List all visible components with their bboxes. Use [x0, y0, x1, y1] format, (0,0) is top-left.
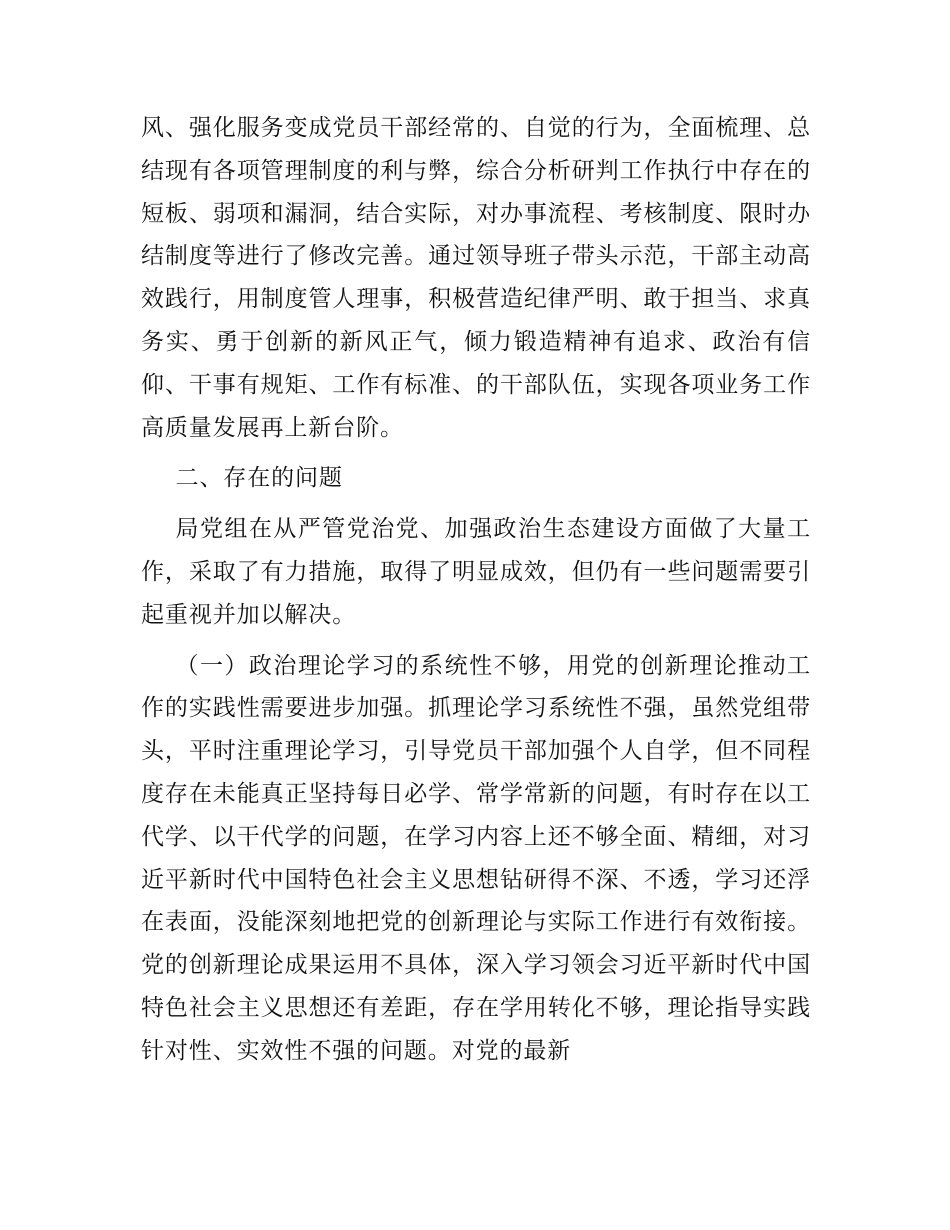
paragraph-continuation: 风、强化服务变成党员干部经常的、自觉的行为，全面梳理、总结现有各项管理制度的利与弊，综合分析研判工作执行中存在的短板、弱项和漏洞，结合实际，对办事流程、考核制度、限时办结制度等进行了修改完善。通过领导班子带头示范，干部主动高效践行，用制度管人理事，积极营造纪律严明、敢于担当、求真务实、勇于创新的新风正气，倾力锻造精神有追求、政治有信仰、干事有规矩、工作有标准、的干部队伍，实现各项业务工作高质量发展再上新台阶。: [141, 115, 811, 441]
section-heading-problems: 二、存在的问题: [175, 465, 343, 492]
document-page: [141, 107, 811, 1081]
paragraph-intro-problems: 局党组在从严管党治党、加强政治生态建设方面做了大量工作，采取了有力措施，取得了明显成效，但仍有一些问题需要引起重视并加以解决。: [141, 516, 811, 628]
paragraph-problem-one: （一）政治理论学习的系统性不够，用党的创新理论推动工作的实践性需要进步加强。抓理论学习系统性不强，虽然党组带头，平时注重理论学习，引导党员干部加强个人自学，但不同程度存在未能真正坚持每日必学、常学常新的问题，有时存在以工代学、以干代学的问题，在学习内容上还不够全面、精细，对习近平新时代中国特色社会主义思想钻研得不深、不透，学习还浮在表面，没能深刻地把党的创新理论与实际工作进行有效衔接。党的创新理论成果运用不具体，深入学习领会习近平新时代中国特色社会主义思想还有差距，存在学用转化不够，理论指导实践针对性、实效性不强的问题。对党的最新: [141, 652, 811, 1064]
